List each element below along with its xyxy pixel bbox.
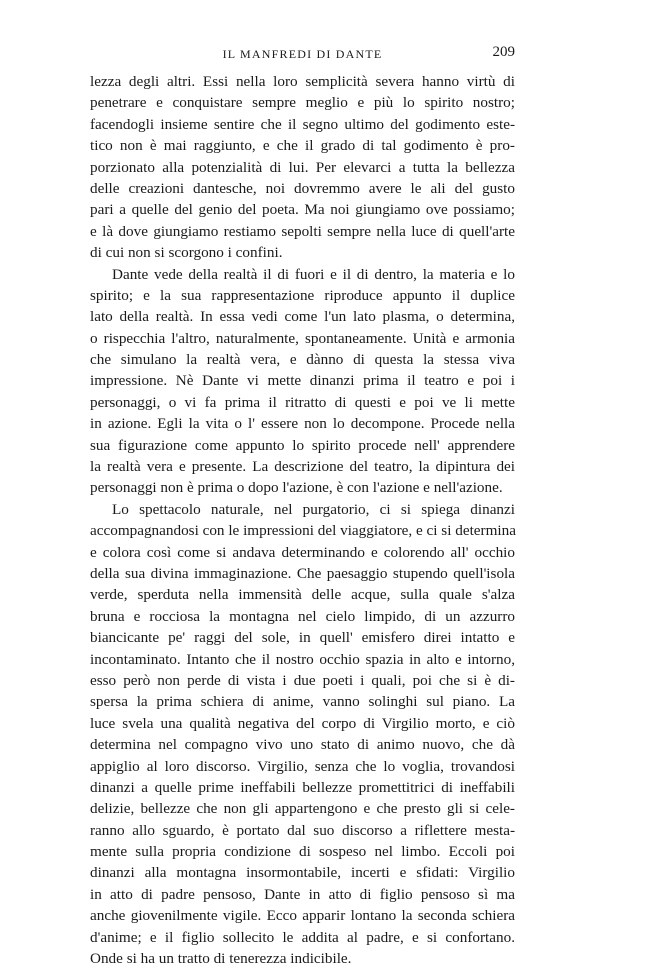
text-line: delle creazioni dantesche, noi dovremmo avere le ali del gusto: [90, 179, 515, 197]
text-line: mente sulla propria condizione di sospeso nel limbo. Eccoli poi: [90, 843, 515, 861]
text-line: luce svela una qualità negativa del corpo di Virgilio morto, e ciò: [90, 714, 515, 732]
paragraph-start-line: Dante vede della realtà il di fuori e il di dentro, la materia e lo: [112, 265, 515, 283]
text-line: ranno allo sguardo, è portato dal suo discorso a riflettere mesta-: [90, 821, 515, 839]
text-line: della sua divina immaginazione. Che paesaggio stupendo quell'isola: [90, 564, 515, 582]
running-title: IL MANFREDI DI DANTE: [222, 47, 383, 61]
text-line: in azione. Egli la vita o l' essere non lo decompone. Procede nella: [90, 415, 515, 433]
text-line: accompagnandosi con le impressioni del viaggiatore, e ci si determina: [90, 522, 516, 540]
text-line: personaggi, o vi fa prima il ritratto di questi e poi ve li mette: [90, 393, 515, 411]
text-line: porzionato alla potenzialità di lui. Per elevarci a tutta la bellezza: [90, 158, 515, 176]
text-line: verde, sperduta nella immensità delle acque, sulla quale s'alza: [90, 586, 515, 604]
text-line: dinanzi a quelle prime ineffabili bellezze promettitrici di ineffabili: [90, 778, 515, 796]
text-line: la realtà vera e presente. La descrizione del teatro, la dipintura dei: [90, 458, 515, 476]
page-number: 209: [492, 44, 515, 60]
text-line: o rispecchia l'altro, naturalmente, spontaneamente. Unità e armonia: [90, 329, 515, 347]
text-line: sua figurazione come appunto lo spirito procede nell' apprendere: [90, 436, 515, 454]
text-line: tico non è mai raggiunto, e che il grado di tal godimento è pro-: [90, 137, 515, 155]
text-line: pari a quelle del genio del poeta. Ma noi giungiamo ove possiamo;: [90, 201, 515, 219]
text-line: determina nel compagno vivo uno stato di animo nuovo, che dà: [90, 736, 515, 754]
text-line: lato della realtà. In essa vedi come l'un lato plasma, o determina,: [90, 308, 515, 326]
page-header: [90, 44, 515, 64]
text-line: anche giovenilmente vigile. Ecco apparir lontano la seconda schiera: [90, 907, 515, 925]
text-line: dinanzi alla montagna insormontabile, incerti e sfidati: Virgilio: [90, 864, 515, 882]
text-line: di cui non si scorgono i confini.: [90, 244, 283, 262]
text-line: che simulano la realtà vera, e dànno di questa la stessa viva: [90, 351, 515, 369]
text-line: Onde si ha un tratto di tenerezza indicibile.: [90, 950, 352, 968]
text-line: appiglio al loro discorso. Virgilio, senza che lo voglia, trovandosi: [90, 757, 515, 775]
text-line: e là dove giungiamo restiamo sepolti sempre nella luce di quell'arte: [90, 222, 515, 240]
paragraph-start-line: Lo spettacolo naturale, nel purgatorio, ci si spiega dinanzi: [112, 500, 515, 518]
text-line: biancicante pe' raggi del sole, in quell' emisfero direi intatto e: [90, 629, 515, 647]
body-text: [90, 71, 515, 969]
text-line: impressione. Nè Dante vi mette dinanzi prima il teatro e poi i: [90, 372, 515, 390]
text-line: e colora così come si andava determinando e colorendo all' occhio: [90, 543, 515, 561]
text-line: bruna e rocciosa la montagna nel cielo limpido, di un azzurro: [90, 607, 515, 625]
text-line: in atto di padre pensoso, Dante in atto di figlio pensoso sì ma: [90, 885, 515, 903]
text-line: spersa la prima schiera di anime, vanno solinghi sul piano. La: [90, 693, 515, 711]
text-line: lezza degli altri. Essi nella loro semplicità severa hanno virtù di: [90, 73, 515, 90]
text-line: incontaminato. Intanto che il nostro occhio spazia in alto e intorno,: [90, 650, 515, 668]
text-line: penetrare e conquistare sempre meglio e più lo spirito nostro;: [90, 94, 515, 112]
text-line: personaggi non è prima o dopo l'azione, è con l'azione e nell'azione.: [90, 479, 503, 497]
text-line: delizie, bellezze che non gli appartengono e che presto gli si cele-: [90, 800, 515, 818]
text-line: esso però non perde di vista i due poeti i quali, poi che si è di-: [90, 671, 515, 689]
text-line: spirito; e la sua rappresentazione riproduce appunto il duplice: [90, 286, 515, 304]
text-line: facendogli insieme sentire che il segno ultimo del godimento este-: [90, 115, 515, 133]
text-line: d'anime; e il figlio sollecito le addita al padre, e si confortano.: [90, 928, 515, 946]
